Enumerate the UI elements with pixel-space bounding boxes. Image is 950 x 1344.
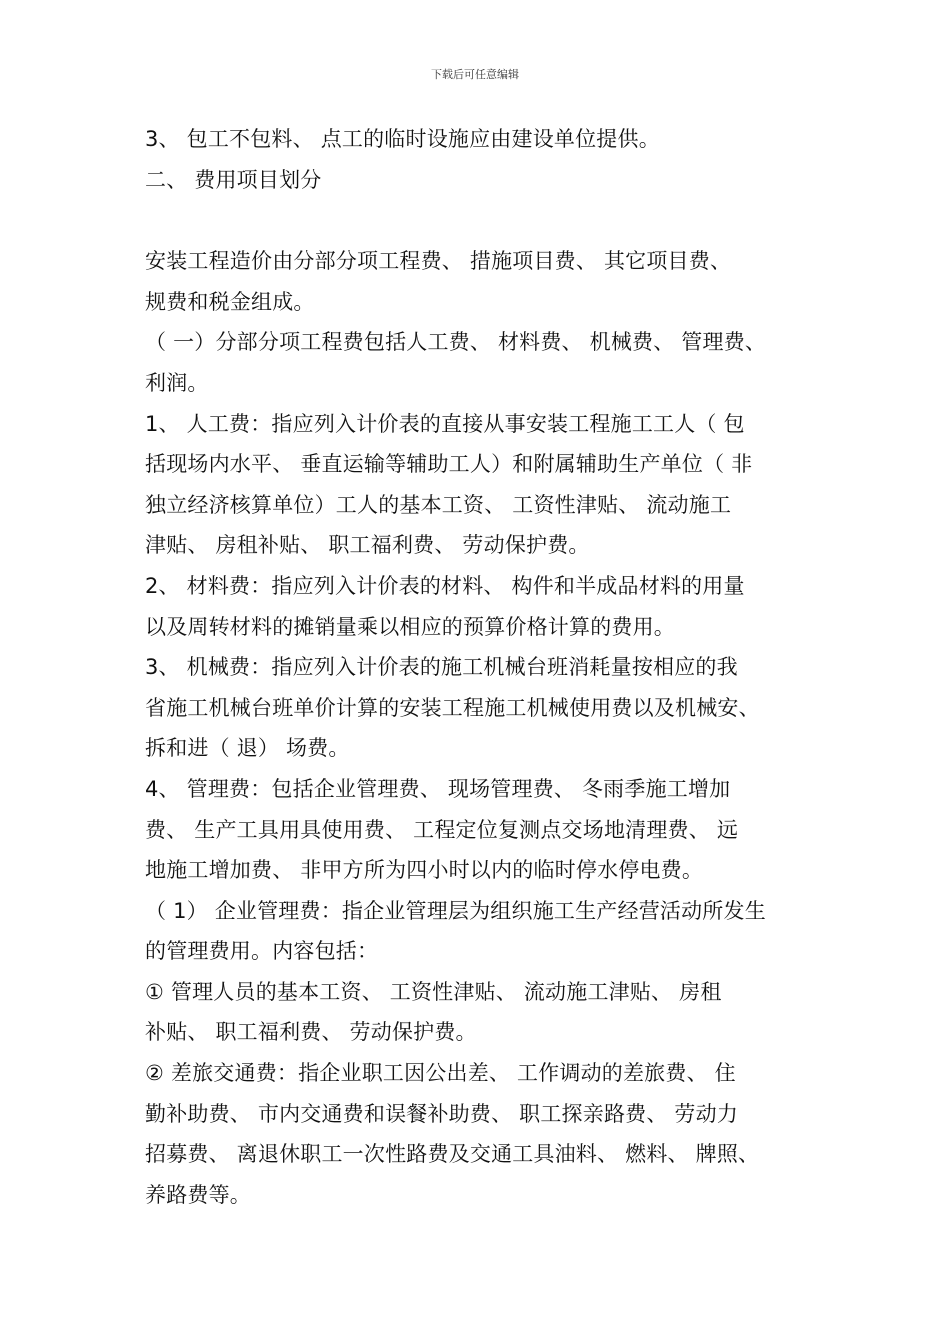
section-heading: 二、 费用项目划分 [145, 167, 322, 192]
text-line: 3、 包工不包料、 点工的临时设施应由建设单位提供。 [145, 127, 660, 151]
text-line: 括现场内水平、 垂直运输等辅助工人）和附属辅助生产单位（ 非 [145, 452, 753, 477]
text-line: 安装工程造价由分部分项工程费、 措施项目费、 其它项目费、 [145, 249, 732, 274]
text-line: 4、 管理费：包括企业管理费、 现场管理费、 冬雨季施工增加 [145, 776, 731, 801]
text-line: 补贴、 职工福利费、 劳动保护费。 [145, 1020, 477, 1045]
text-line: 招募费、 离退休职工一次性路费及交通工具油料、 燃料、 牌照、 [145, 1142, 760, 1167]
text-line: 以及周转材料的摊销量乘以相应的预算价格计算的费用。 [145, 614, 675, 639]
text-line: （ 1） 企业管理费：指企业管理层为组织施工生产经营活动所发生 [145, 898, 766, 923]
text-line: 地施工增加费、 非甲方所为四小时以内的临时停水停电费。 [145, 858, 704, 883]
text-line: 养路费等。 [145, 1182, 251, 1207]
text-line: 费、 生产工具用具使用费、 工程定位复测点交场地清理费、 远 [145, 817, 739, 842]
text-line: 规费和税金组成。 [145, 289, 315, 314]
text-line: 的管理费用。内容包括： [145, 939, 379, 964]
text-line: 省施工机械台班单价计算的安装工程施工机械使用费以及机械安、 [145, 695, 760, 720]
text-line: 勤补助费、 市内交通费和误餐补助费、 职工探亲路费、 劳动力 [145, 1101, 739, 1126]
text-line: 2、 材料费：指应列入计价表的材料、 构件和半成品材料的用量 [145, 573, 745, 598]
text-line: 津贴、 房租补贴、 职工福利费、 劳动保护费。 [145, 533, 590, 558]
text-line: 1、 人工费：指应列入计价表的直接从事安装工程施工工人（ 包 [145, 411, 745, 436]
text-line: 利润。 [145, 370, 209, 395]
text-line: 拆和进（ 退） 场费。 [145, 736, 350, 761]
text-line: 独立经济核算单位）工人的基本工资、 工资性津贴、 流动施工 [145, 492, 732, 517]
paragraph-gap [145, 200, 835, 241]
header-note: 下载后可任意编辑 [431, 68, 519, 81]
text-line: ② 差旅交通费：指企业职工因公出差、 工作调动的差旅费、 住 [145, 1061, 736, 1086]
document-body [145, 119, 835, 1215]
text-line: 3、 机械费：指应列入计价表的施工机械台班消耗量按相应的我 [145, 655, 738, 680]
text-line: （ 一）分部分项工程费包括人工费、 材料费、 机械费、 管理费、 [145, 330, 767, 355]
text-line: ① 管理人员的基本工资、 工资性津贴、 流动施工津贴、 房租 [145, 979, 722, 1004]
